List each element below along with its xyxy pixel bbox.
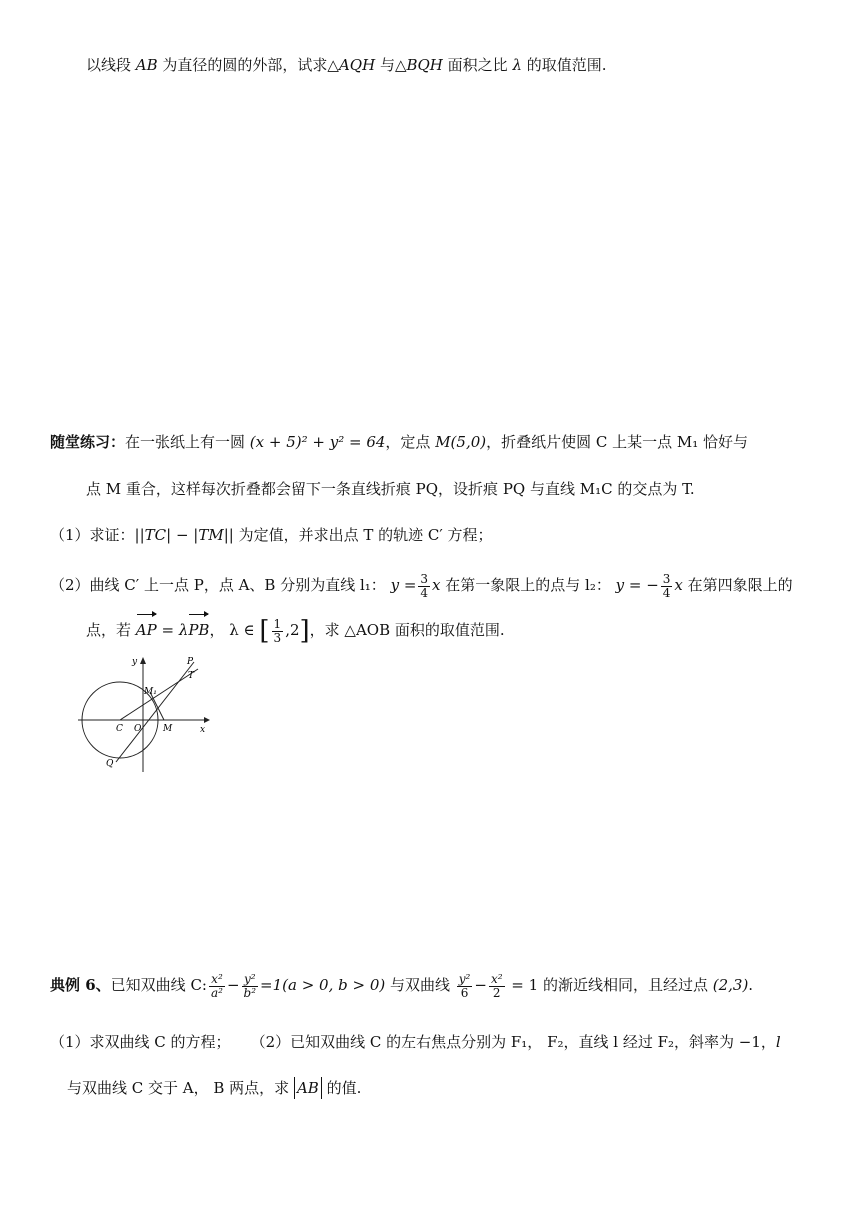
l2-den: 4	[662, 585, 671, 600]
example6-q2-l: l	[775, 1033, 781, 1051]
practice-intro-b: ，定点	[385, 433, 436, 451]
hyperbola-y-fraction	[242, 973, 259, 1000]
example6-q2-line2-b: 的值.	[321, 1079, 362, 1097]
label-x: x	[200, 725, 206, 735]
interval-fraction	[272, 618, 284, 645]
right-bracket: ]	[299, 616, 310, 646]
label-y: y	[132, 657, 138, 667]
interval-num: 1	[273, 616, 282, 631]
q1-expression: ||TC| − |TM||	[134, 526, 234, 544]
interval-end: ,2	[285, 621, 300, 639]
x-axis-arrow	[204, 717, 210, 723]
frac-b2: b²	[243, 985, 257, 1000]
q2-line2-c: ，求 △AOB 面积的取值范围.	[309, 621, 505, 639]
circle-equation: (x + 5)² + y² = 64	[249, 433, 386, 451]
top-text-a: 以线段	[86, 56, 136, 74]
top-text-i: 的取值范围.	[521, 56, 607, 74]
line-ct	[120, 669, 198, 720]
label-m: M	[163, 724, 173, 734]
example6-q2-line-2	[67, 1077, 361, 1099]
q2-text-c: 在第四象限上的	[682, 576, 793, 594]
example6-text-a: 已知双曲线 C:	[110, 976, 207, 994]
l2-lhs: y = −	[615, 576, 659, 594]
interval-den: 3	[273, 630, 282, 645]
triangle-aqh: AQH	[338, 56, 376, 74]
practice-intro-a: 在一张纸上有一圆	[125, 433, 250, 451]
geometry-figure	[74, 652, 214, 774]
label-c: C	[116, 724, 123, 734]
practice-intro-c: ，折叠纸片使圆 C 上某一点 M₁ 恰好与	[486, 433, 749, 451]
q1-label: （1）求证：	[50, 526, 135, 544]
practice-line-2	[86, 478, 695, 500]
q2-line2-a: 点，若	[86, 621, 136, 639]
abs-ab: AB	[294, 1077, 322, 1099]
l2-x: x	[674, 576, 683, 594]
l1-den: 4	[420, 585, 429, 600]
frac2-6: 6	[460, 985, 469, 1000]
frac2-y2: y²	[458, 971, 471, 986]
example6-q2-line2-a: 与双曲线 C 交于 A， B 两点，求	[67, 1079, 294, 1097]
top-text-c: 为直径的圆的外部，试求△	[157, 56, 339, 74]
hyperbola2-eq: = 1	[506, 976, 539, 994]
q2-text-a: （2）曲线 C′ 上一点 P，点 A、B 分别为直线 l₁：	[50, 576, 391, 594]
left-bracket: [	[259, 616, 270, 646]
frac-a2: a²	[210, 985, 223, 1000]
practice-heading: 随堂练习：	[50, 433, 126, 451]
given-point: (2,3)	[712, 976, 749, 994]
frac2-x2: x²	[490, 971, 503, 986]
lambda-symbol: λ	[512, 56, 522, 74]
hyperbola2-y-fraction	[457, 973, 473, 1000]
l2-num: 3	[662, 571, 671, 586]
practice-q2-line-2	[86, 613, 505, 648]
hyperbola2-x-fraction	[489, 973, 505, 1000]
l2-slope-fraction	[661, 573, 673, 600]
l1-num: 3	[420, 571, 429, 586]
example6-line: 典例 6、已知双曲线 C: $\frac{\text{x²}}{\text{a²}}$ − $\frac{\text{y²}}{\text{b²}}$ =1(a > 0, b > 0) 与双曲线 $\frac{\text{y²}}{6}$ − $\frac{\text{x²}}{2}$ = 1 的渐近线相同，且经过点 (2,3).	[50, 971, 754, 1000]
q1-rest: 为定值，并求出点 T 的轨迹 C′ 方程；	[233, 526, 493, 544]
crease-pq	[116, 662, 194, 762]
q2-line2-b: ， λ ∈	[209, 621, 260, 639]
frac-x2: x²	[209, 973, 225, 987]
vector-pb: PB	[188, 613, 209, 647]
frac2-2: 2	[492, 985, 501, 1000]
top-line	[86, 54, 607, 76]
l1-slope-fraction	[418, 573, 430, 600]
y-axis-arrow	[140, 657, 146, 664]
l1-x: x	[432, 576, 441, 594]
l1-lhs: y =	[390, 576, 417, 594]
triangle-bqh: BQH	[406, 56, 443, 74]
q2-text-b: 在第一象限上的点与 l₂：	[440, 576, 616, 594]
practice-line2-text: 点 M 重合，这样每次折叠都会留下一条直线折痕 PQ，设折痕 PQ 与直线 M₁C 的交点为 T.	[86, 480, 695, 498]
frac-y2: y²	[242, 973, 259, 987]
label-m1: M₁	[144, 687, 157, 697]
example6-q2-a: （2）已知双曲线 C 的左右焦点分别为 F₁， F₂，直线 l 经过 F₂，斜率为 −1，	[250, 1033, 776, 1051]
hyperbola-x-fraction	[209, 973, 225, 1000]
top-text-g: 面积之比	[442, 56, 513, 74]
example6-questions	[50, 1031, 781, 1053]
segment-ab: AB	[135, 56, 158, 74]
top-text-e: 与△	[375, 56, 407, 74]
label-o: O	[134, 724, 142, 734]
example6-text-c: 的渐近线相同，且经过点	[538, 976, 713, 994]
hyperbola-condition: =1(a > 0, b > 0)	[260, 976, 386, 994]
label-q: Q	[106, 759, 114, 769]
example6-heading: 典例 6、	[50, 976, 111, 994]
vector-ap: AP	[136, 613, 157, 647]
practice-q2-line-1	[50, 568, 793, 602]
label-p: P	[187, 657, 194, 667]
fixed-point-m: M(5,0)	[435, 433, 487, 451]
practice-line-1	[50, 431, 748, 453]
q2-eq: = λ	[156, 621, 189, 639]
example6-q1: （1）求双曲线 C 的方程；	[50, 1033, 231, 1051]
practice-q1	[50, 524, 493, 546]
example6-text-b: 与双曲线	[385, 976, 455, 994]
example6-end: .	[748, 976, 754, 994]
label-t: T	[188, 671, 195, 681]
